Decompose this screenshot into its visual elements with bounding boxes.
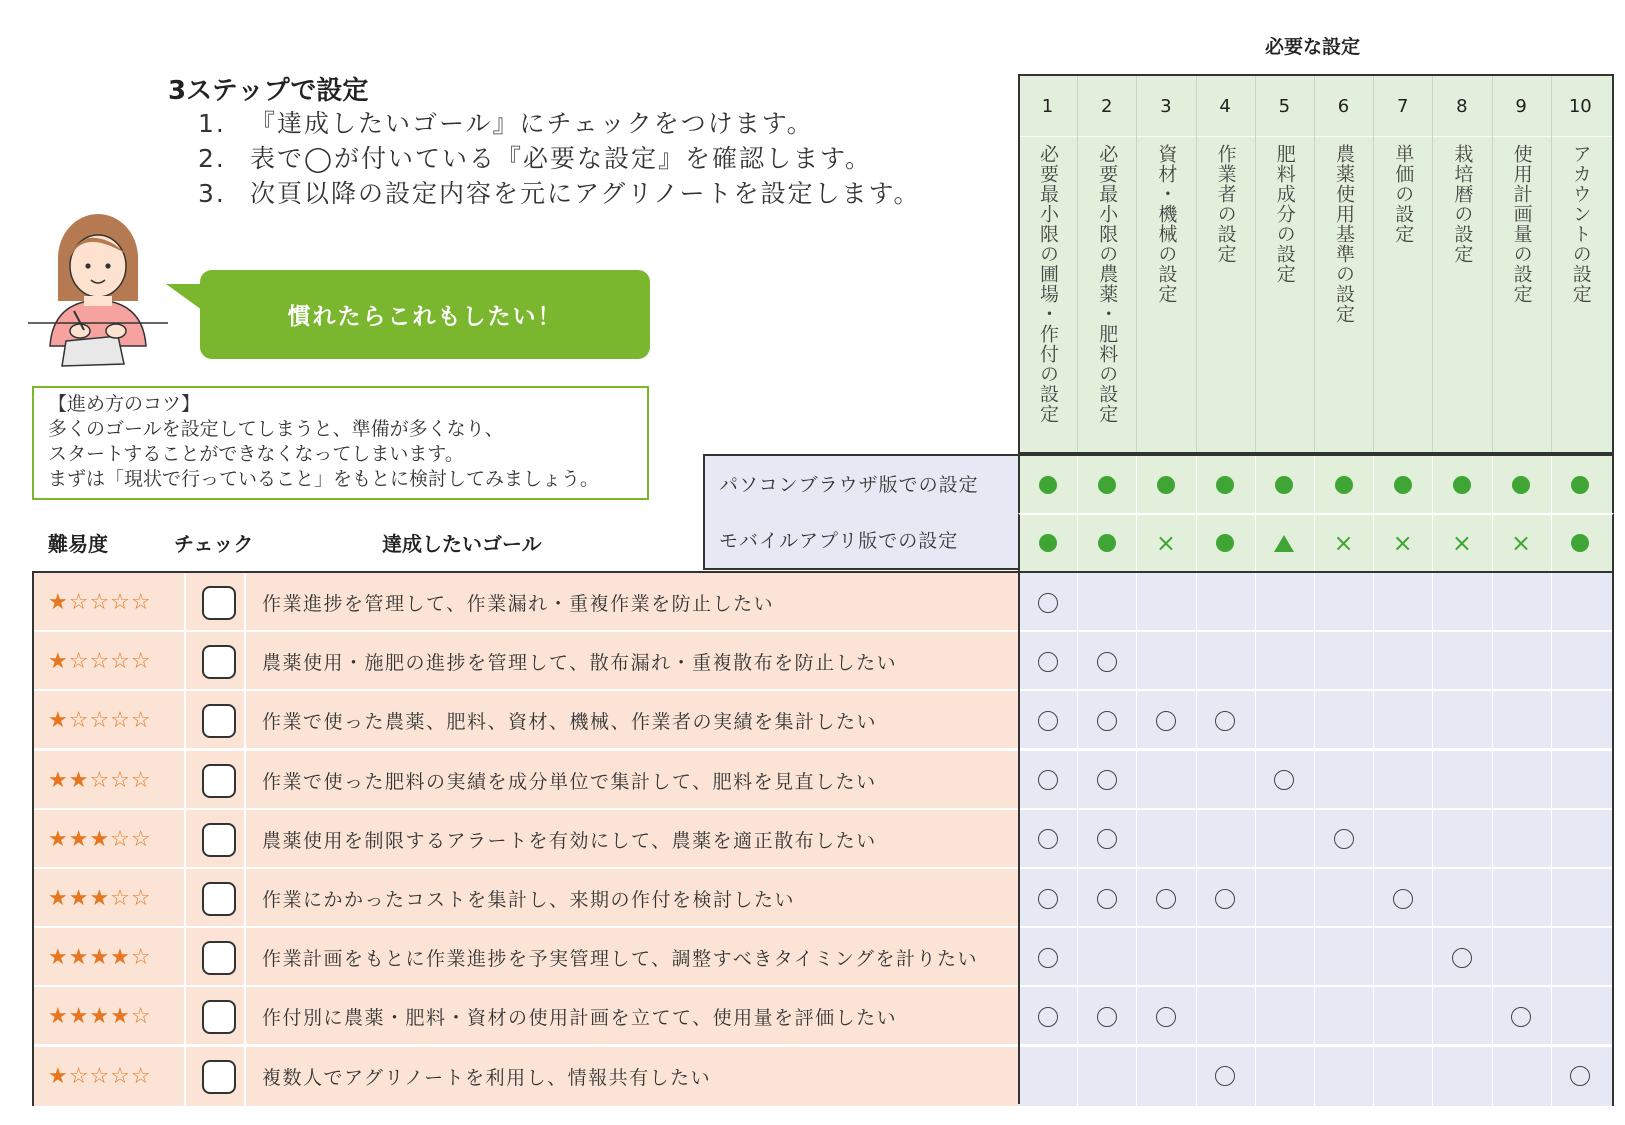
column-divider	[1492, 751, 1493, 810]
goal-cell-group	[34, 928, 1020, 987]
column-divider	[1432, 632, 1433, 691]
cell-divider	[244, 928, 246, 987]
column-divider	[1492, 691, 1493, 750]
column-divider	[1373, 810, 1374, 869]
column-divider	[1551, 456, 1552, 513]
column-divider	[1432, 1047, 1433, 1106]
circle-glyph	[1097, 770, 1117, 790]
triangle-glyph	[1274, 535, 1294, 552]
required-settings-cells	[1020, 751, 1612, 810]
required-circle-mark	[1196, 691, 1255, 750]
circle-glyph	[1038, 889, 1058, 909]
table-row	[34, 751, 1612, 810]
column-divider	[1314, 869, 1315, 928]
dot-glyph	[1335, 476, 1353, 494]
tips-heading: 【進め方のコツ】	[48, 393, 201, 415]
column-divider	[1314, 1047, 1315, 1106]
required-settings-cells	[1020, 810, 1612, 869]
column-divider	[1551, 987, 1552, 1046]
table-row	[34, 987, 1612, 1046]
step-item: 3. 次頁以降の設定内容を元にアグリノートを設定します。	[198, 179, 921, 208]
required-circle-mark	[1018, 691, 1077, 750]
platform-marks-mobile	[1018, 513, 1614, 571]
dot-mark	[1492, 456, 1551, 513]
setting-number: 3	[1160, 96, 1172, 117]
circle-glyph	[1038, 711, 1058, 731]
column-divider	[1196, 987, 1197, 1046]
column-divider	[1196, 573, 1197, 632]
column-divider	[1196, 76, 1197, 452]
goal-text: 作業で使った農薬、肥料、資材、機械、作業者の実績を集計したい	[262, 711, 878, 734]
required-circle-mark	[1018, 810, 1077, 869]
table-row	[34, 691, 1612, 750]
required-circle-mark	[1136, 987, 1195, 1046]
required-settings-cells	[1020, 632, 1612, 691]
circle-glyph	[1393, 889, 1413, 909]
required-circle-mark	[1136, 869, 1195, 928]
cross-mark	[1136, 515, 1195, 571]
goal-text: 作業計画をもとに作業進捗を予実管理して、調整すべきタイミングを計りたい	[262, 948, 978, 971]
cell-divider	[184, 573, 186, 632]
goal-cell-group	[34, 751, 1020, 810]
setting-name: 農薬使用基準の設定	[1333, 144, 1355, 324]
goal-checkbox[interactable]	[202, 882, 236, 916]
circle-glyph	[1215, 1066, 1235, 1086]
required-circle-mark	[1018, 928, 1077, 987]
column-divider	[1255, 632, 1256, 691]
goal-checkbox[interactable]	[202, 764, 236, 798]
cross-mark	[1492, 515, 1551, 571]
dot-mark	[1551, 515, 1610, 571]
required-settings-cells	[1020, 987, 1612, 1046]
cell-divider	[244, 810, 246, 869]
column-divider	[1136, 632, 1137, 691]
goal-cell-group	[34, 869, 1020, 928]
circle-glyph	[1215, 711, 1235, 731]
column-divider	[1432, 869, 1433, 928]
goal-cell-group	[34, 810, 1020, 869]
difficulty-stars: ★★★★☆	[48, 1004, 152, 1030]
setting-name: 資材・機械の設定	[1155, 144, 1178, 304]
required-circle-mark	[1373, 869, 1432, 928]
column-divider	[1077, 573, 1078, 632]
cell-divider	[244, 751, 246, 810]
goal-checkbox[interactable]	[202, 1000, 236, 1034]
column-divider	[1255, 456, 1256, 513]
goal-text: 農薬使用を制限するアラートを有効にして、農薬を適正散布したい	[262, 829, 877, 852]
required-circle-mark	[1018, 573, 1077, 632]
column-divider	[1432, 456, 1433, 513]
circle-glyph	[1038, 593, 1058, 613]
cross-glyph: ×	[1155, 529, 1176, 557]
column-divider	[1373, 573, 1374, 632]
required-circle-mark	[1077, 751, 1136, 810]
dot-glyph	[1039, 476, 1057, 494]
required-circle-mark	[1136, 691, 1195, 750]
column-divider	[1432, 751, 1433, 810]
circle-glyph	[1038, 770, 1058, 790]
table-row	[34, 869, 1612, 928]
cross-mark	[1432, 515, 1491, 571]
difficulty-stars: ★★★☆☆	[48, 826, 152, 852]
column-divider	[1196, 515, 1197, 571]
circle-glyph	[1097, 1007, 1117, 1027]
goal-cell-group	[34, 987, 1020, 1046]
cell-divider	[244, 1047, 246, 1106]
goal-checkbox[interactable]	[202, 586, 236, 620]
cell-divider	[184, 928, 186, 987]
required-circle-mark	[1018, 869, 1077, 928]
cell-divider	[184, 869, 186, 928]
cross-glyph: ×	[1392, 529, 1413, 557]
column-divider	[1077, 928, 1078, 987]
column-divider	[1136, 810, 1137, 869]
required-circle-mark	[1077, 810, 1136, 869]
dot-mark	[1196, 515, 1255, 571]
goal-cell-group	[34, 1047, 1020, 1106]
cell-divider	[244, 632, 246, 691]
goal-checkbox[interactable]	[202, 823, 236, 857]
dot-glyph	[1098, 534, 1116, 552]
table-row	[34, 928, 1612, 987]
required-settings-cells	[1020, 928, 1612, 987]
required-circle-mark	[1018, 751, 1077, 810]
tips-line: 多くのゴールを設定してしまうと、準備が多くなり、	[48, 418, 504, 440]
column-divider	[1196, 928, 1197, 987]
column-divider	[1551, 751, 1552, 810]
dot-glyph	[1571, 534, 1589, 552]
column-divider	[1255, 810, 1256, 869]
difficulty-stars: ★☆☆☆☆	[48, 708, 152, 734]
column-divider	[1255, 515, 1256, 571]
dot-mark	[1314, 456, 1373, 513]
column-divider	[1373, 751, 1374, 810]
required-settings-title: 必要な設定	[1265, 36, 1361, 58]
required-circle-mark	[1077, 691, 1136, 750]
platform-label-pc: パソコンブラウザ版での設定	[703, 454, 1018, 513]
setting-number: 1	[1041, 96, 1054, 117]
column-divider	[1373, 632, 1374, 691]
cross-glyph: ×	[1511, 529, 1532, 557]
column-divider	[1551, 515, 1552, 571]
settings-header-grid	[1018, 74, 1614, 454]
column-divider	[1432, 573, 1433, 632]
setting-number: 5	[1278, 96, 1291, 117]
required-circle-mark	[1018, 632, 1077, 691]
dot-mark	[1432, 456, 1491, 513]
column-divider	[1551, 573, 1552, 632]
circle-glyph	[1334, 829, 1354, 849]
column-divider	[1314, 928, 1315, 987]
column-divider	[1551, 928, 1552, 987]
setting-name: 必要最小限の圃場・作付の設定	[1037, 144, 1059, 424]
cell-divider	[244, 869, 246, 928]
column-divider	[1255, 928, 1256, 987]
required-circle-mark	[1551, 1047, 1610, 1106]
dot-mark	[1018, 515, 1077, 571]
required-settings-cells	[1020, 1047, 1612, 1106]
column-divider	[1373, 928, 1374, 987]
tips-line: スタートすることができなくなってしまいます。	[48, 443, 464, 465]
setting-number: 6	[1337, 96, 1350, 117]
speech-bubble: 慣れたらこれもしたい！	[200, 270, 650, 359]
column-divider	[1551, 869, 1552, 928]
goal-text: 複数人でアグリノートを利用し、情報共有したい	[262, 1066, 712, 1089]
column-divider	[1255, 869, 1256, 928]
goal-checkbox[interactable]	[202, 1060, 236, 1094]
dot-mark	[1018, 456, 1077, 513]
difficulty-stars: ★★★☆☆	[48, 886, 152, 911]
setting-name: 肥料成分の設定	[1273, 144, 1296, 284]
dot-mark	[1255, 456, 1314, 513]
column-divider	[1492, 456, 1493, 513]
column-divider	[1373, 76, 1374, 452]
cross-glyph: ×	[1451, 529, 1472, 557]
column-divider	[1077, 515, 1078, 571]
dot-glyph	[1039, 534, 1057, 552]
circle-glyph	[1097, 889, 1117, 909]
cell-divider	[184, 810, 186, 869]
dot-glyph	[1216, 476, 1234, 494]
required-circle-mark	[1196, 869, 1255, 928]
circle-glyph	[1038, 948, 1058, 968]
goal-checkbox[interactable]	[202, 645, 236, 679]
required-circle-mark	[1077, 632, 1136, 691]
bubble-tail	[166, 284, 202, 310]
dot-glyph	[1098, 476, 1116, 494]
goal-cell-group	[34, 632, 1020, 691]
dot-mark	[1136, 456, 1195, 513]
goal-header: 達成したいゴール	[382, 532, 542, 556]
woman-writing-illustration	[28, 206, 168, 376]
setting-name: アカウントの設定	[1569, 144, 1592, 304]
column-divider	[1432, 810, 1433, 869]
column-divider	[1492, 573, 1493, 632]
column-divider	[1314, 751, 1315, 810]
cell-divider	[244, 987, 246, 1046]
cross-glyph: ×	[1333, 529, 1354, 557]
column-divider	[1255, 987, 1256, 1046]
difficulty-header: 難易度	[48, 532, 108, 556]
dot-glyph	[1216, 534, 1234, 552]
column-divider	[1551, 632, 1552, 691]
column-divider	[1314, 456, 1315, 513]
table-row	[34, 573, 1612, 632]
dot-glyph	[1157, 476, 1175, 494]
goal-text: 作業で使った肥料の実績を成分単位で集計して、肥料を見直したい	[262, 770, 877, 793]
circle-glyph	[1097, 711, 1117, 731]
column-divider	[1432, 76, 1433, 452]
column-divider	[1373, 987, 1374, 1046]
required-circle-mark	[1255, 751, 1314, 810]
cell-divider	[184, 751, 186, 810]
required-circle-mark	[1432, 928, 1491, 987]
cell-divider	[184, 1047, 186, 1106]
required-circle-mark	[1018, 987, 1077, 1046]
circle-glyph	[1097, 652, 1117, 672]
goal-text: 農薬使用・施肥の進捗を管理して、散布漏れ・重複散布を防止したい	[262, 652, 898, 675]
table-row	[34, 1047, 1612, 1106]
column-divider	[1314, 632, 1315, 691]
goal-cell-group	[34, 573, 1020, 632]
column-divider	[1551, 691, 1552, 750]
goal-text: 作業進捗を管理して、作業漏れ・重複作業を防止したい	[262, 593, 775, 615]
goal-text: 作付別に農薬・肥料・資材の使用計画を立てて、使用量を評価したい	[262, 1007, 898, 1030]
tips-line: まずは「現状で行っていること」をもとに検討してみましょう。	[48, 468, 600, 490]
column-divider	[1492, 928, 1493, 987]
required-settings-cells	[1020, 869, 1612, 928]
column-divider	[1432, 515, 1433, 571]
column-divider	[1551, 810, 1552, 869]
dot-mark	[1077, 515, 1136, 571]
difficulty-stars: ★☆☆☆☆	[48, 649, 152, 675]
required-circle-mark	[1077, 869, 1136, 928]
setting-name: 作業者の設定	[1214, 144, 1237, 264]
tips-box	[32, 386, 649, 500]
dot-glyph	[1571, 476, 1589, 494]
required-circle-mark	[1314, 810, 1373, 869]
column-divider	[1255, 1047, 1256, 1106]
steps-title: 3ステップで設定	[168, 76, 369, 106]
column-divider	[1077, 456, 1078, 513]
column-divider	[1255, 573, 1256, 632]
column-divider	[1136, 456, 1137, 513]
platform-label-mobile: モバイルアプリ版での設定	[703, 511, 1018, 570]
column-divider	[1373, 456, 1374, 513]
column-divider	[1136, 928, 1137, 987]
column-divider	[1314, 691, 1315, 750]
column-divider	[1255, 691, 1256, 750]
circle-glyph	[1097, 829, 1117, 849]
table-row	[34, 632, 1612, 691]
column-divider	[1492, 515, 1493, 571]
setting-name: 必要最小限の農薬・肥料の設定	[1096, 144, 1119, 424]
column-divider	[1136, 573, 1137, 632]
step-item: 1. 『達成したいゴール』にチェックをつけます。	[198, 109, 814, 138]
step-item: 2. 表で◯が付いている『必要な設定』を確認します。	[198, 144, 872, 173]
cell-divider	[244, 573, 246, 632]
circle-glyph	[1511, 1007, 1531, 1027]
difficulty-stars: ★☆☆☆☆	[48, 1063, 152, 1089]
column-divider	[1136, 751, 1137, 810]
goal-cell-group	[34, 691, 1020, 750]
table-row	[34, 810, 1612, 869]
dot-mark	[1551, 456, 1610, 513]
setting-name: 使用計画量の設定	[1510, 144, 1533, 304]
column-divider	[1373, 1047, 1374, 1106]
column-divider	[1373, 691, 1374, 750]
column-divider	[1136, 515, 1137, 571]
setting-number: 4	[1219, 96, 1231, 117]
goal-text: 作業にかかったコストを集計し、来期の作付を検討したい	[262, 889, 796, 911]
goal-checkbox[interactable]	[202, 704, 236, 738]
cell-divider	[244, 691, 246, 750]
dot-mark	[1373, 456, 1432, 513]
circle-glyph	[1156, 711, 1176, 731]
cell-divider	[184, 987, 186, 1046]
column-divider	[1492, 869, 1493, 928]
cell-divider	[184, 632, 186, 691]
required-circle-mark	[1077, 987, 1136, 1046]
column-divider	[1314, 573, 1315, 632]
circle-glyph	[1038, 652, 1058, 672]
required-settings-cells	[1020, 573, 1612, 632]
triangle-mark	[1255, 515, 1314, 571]
setting-number: 9	[1515, 96, 1527, 117]
cross-mark	[1373, 515, 1432, 571]
difficulty-stars: ★★★★☆	[48, 945, 152, 971]
column-divider	[1196, 632, 1197, 691]
platform-marks-pc	[1018, 454, 1614, 513]
required-circle-mark	[1196, 1047, 1255, 1106]
column-divider	[1136, 1047, 1137, 1106]
dot-glyph	[1275, 476, 1293, 494]
circle-glyph	[1038, 1007, 1058, 1027]
column-divider	[1196, 456, 1197, 513]
circle-glyph	[1038, 829, 1058, 849]
goal-checkbox[interactable]	[202, 941, 236, 975]
column-divider	[1492, 810, 1493, 869]
difficulty-stars: ★☆☆☆☆	[48, 590, 152, 615]
dot-mark	[1077, 456, 1136, 513]
table-main-divider	[1018, 573, 1020, 1104]
dot-glyph	[1453, 476, 1471, 494]
dot-mark	[1196, 456, 1255, 513]
cross-mark	[1314, 515, 1373, 571]
setting-number: 7	[1396, 96, 1409, 117]
column-divider	[1432, 987, 1433, 1046]
required-settings-cells	[1020, 691, 1612, 750]
column-divider	[1373, 515, 1374, 571]
circle-glyph	[1215, 889, 1235, 909]
difficulty-stars: ★★☆☆☆	[48, 767, 152, 793]
circle-glyph	[1274, 770, 1294, 790]
column-divider	[1492, 1047, 1493, 1106]
setting-number: 2	[1100, 96, 1113, 117]
required-circle-mark	[1492, 987, 1551, 1046]
circle-glyph	[1156, 889, 1176, 909]
setting-name: 栽培暦の設定	[1451, 144, 1474, 264]
setting-number: 10	[1568, 96, 1592, 117]
column-divider	[1432, 691, 1433, 750]
dot-glyph	[1512, 476, 1530, 494]
check-header: チェック	[174, 532, 254, 556]
column-divider	[1314, 515, 1315, 571]
dot-glyph	[1394, 476, 1412, 494]
cell-divider	[184, 691, 186, 750]
circle-glyph	[1156, 1007, 1176, 1027]
column-divider	[1314, 987, 1315, 1046]
column-divider	[1077, 1047, 1078, 1106]
circle-glyph	[1570, 1066, 1590, 1086]
column-divider	[1196, 810, 1197, 869]
column-divider	[1196, 751, 1197, 810]
circle-glyph	[1452, 948, 1472, 968]
goals-table	[32, 571, 1614, 1106]
column-divider	[1492, 632, 1493, 691]
setting-number: 8	[1456, 96, 1468, 117]
setting-name: 単価の設定	[1392, 144, 1415, 244]
